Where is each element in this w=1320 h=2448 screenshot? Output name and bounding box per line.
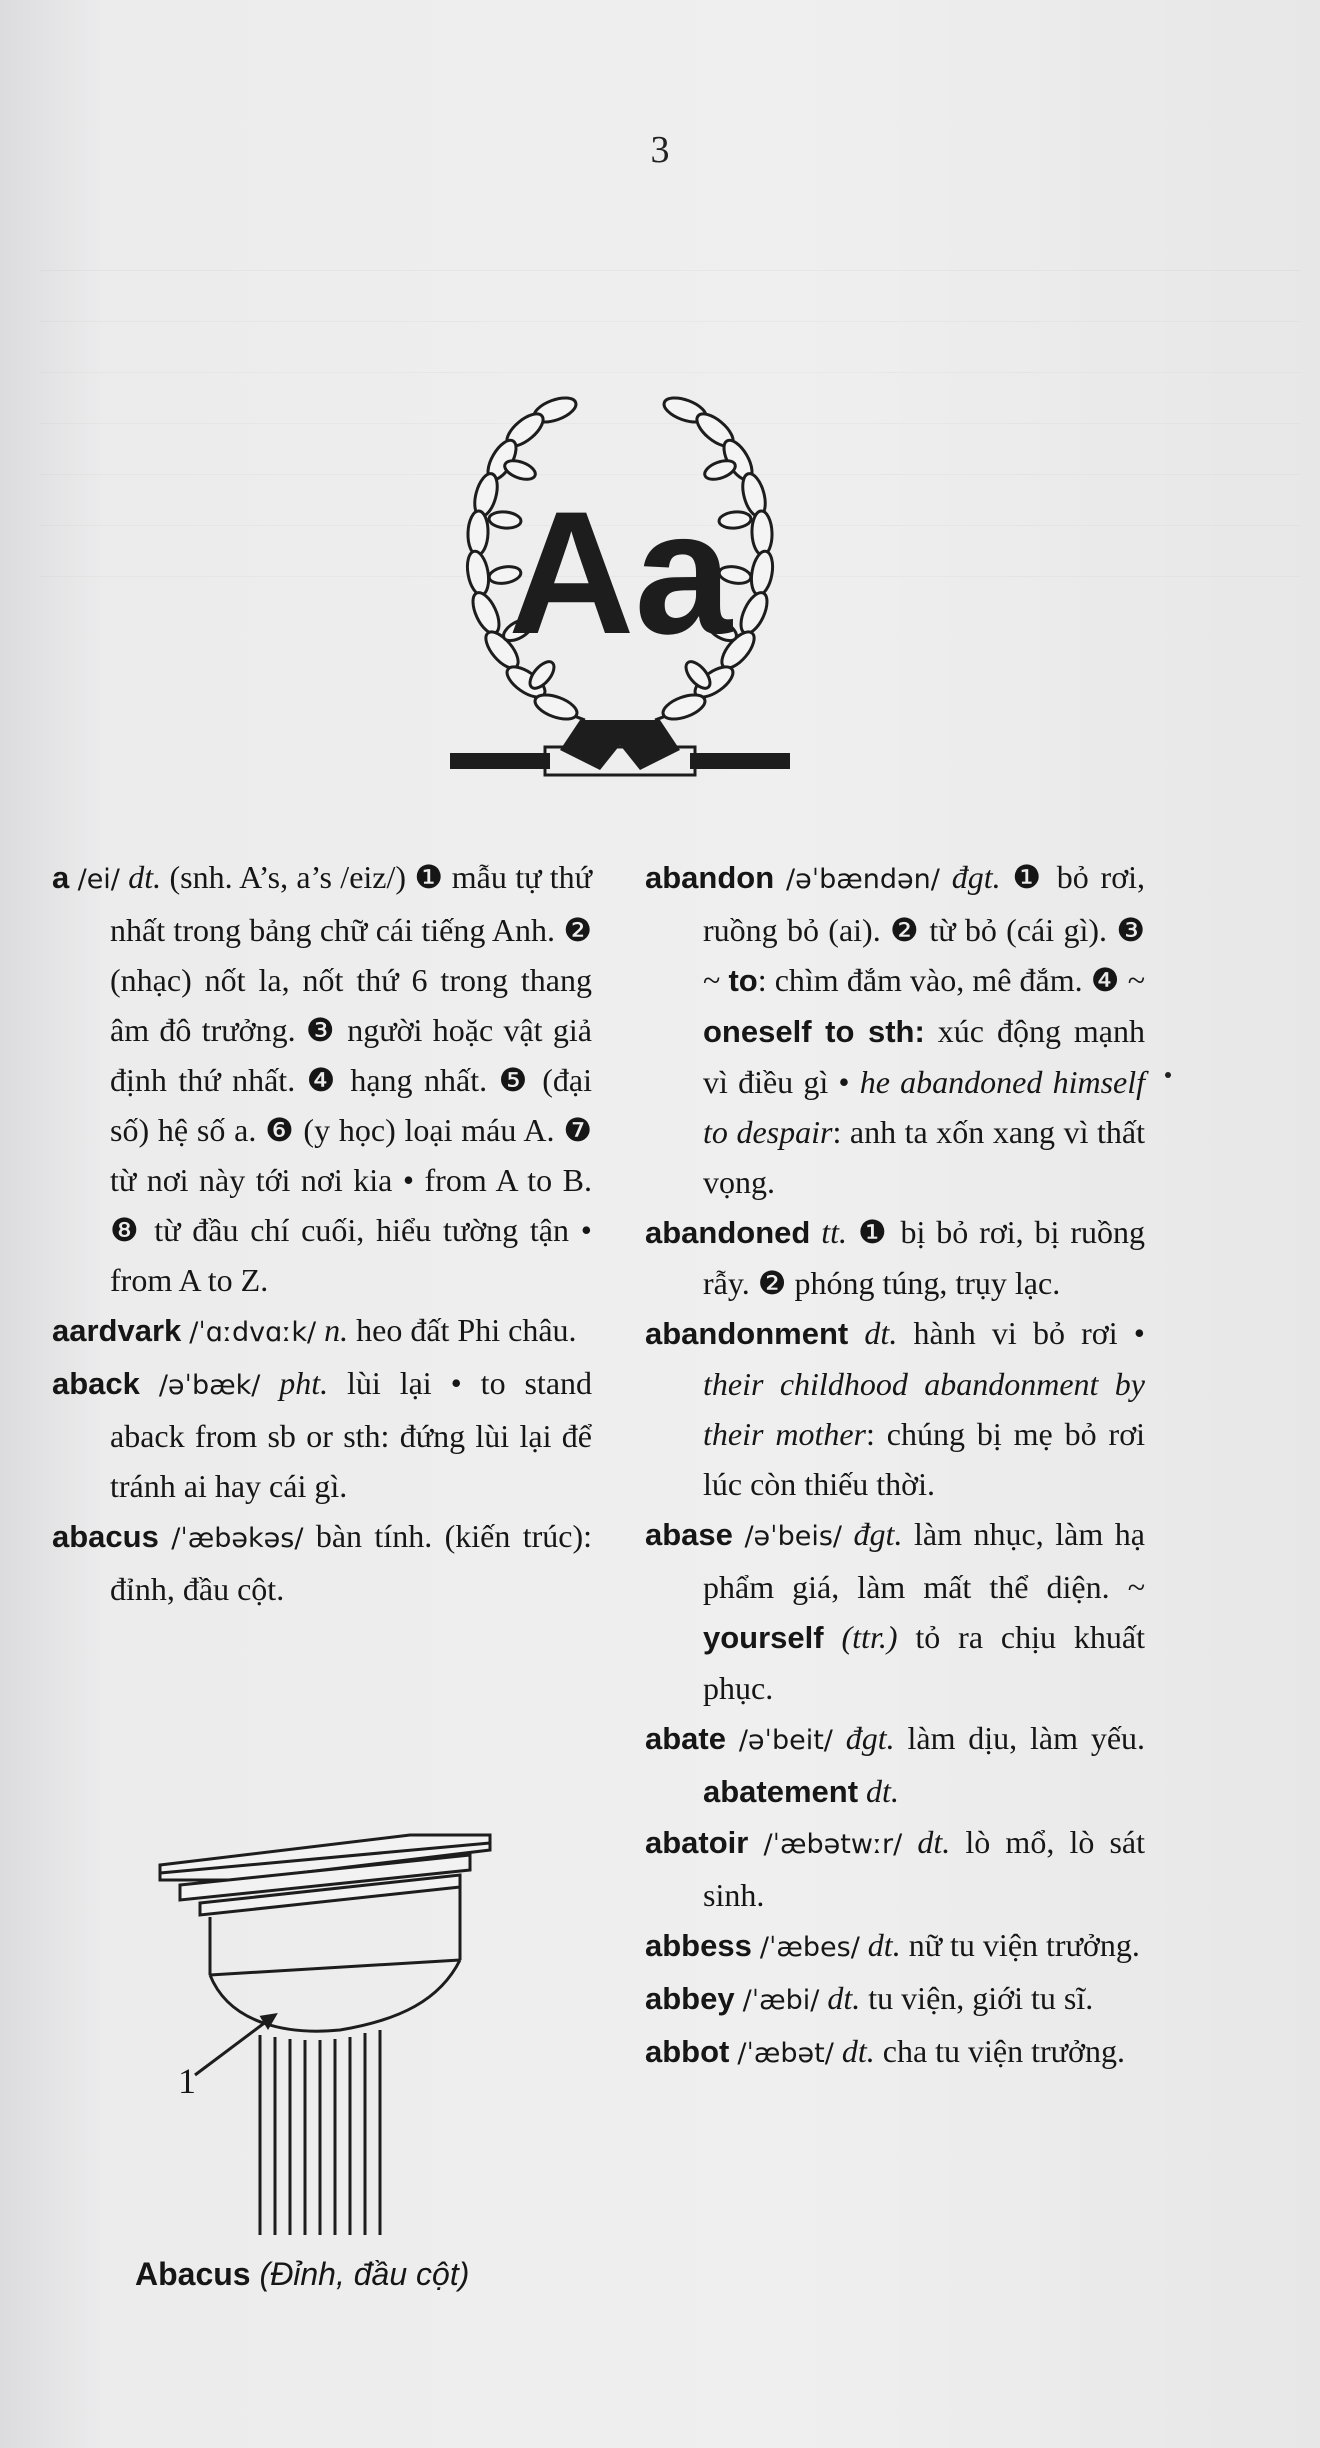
part-of-speech: n.	[324, 1312, 349, 1348]
part-of-speech: dt.	[864, 1315, 898, 1351]
subentry: oneself to sth:	[703, 1014, 925, 1049]
headword: abandonment	[645, 1316, 849, 1351]
pronunciation: /əˈbændən/	[786, 864, 940, 895]
pronunciation: /əˈbæk/	[158, 1370, 261, 1401]
caption-bold: Abacus	[135, 2256, 251, 2292]
entry-aardvark	[52, 1305, 592, 1358]
part-of-speech: pht.	[279, 1365, 329, 1401]
headword: abbot	[645, 2034, 730, 2069]
definition: ❶ bỏ rơi, ruồng bỏ (ai). ❷ từ bỏ (cái gì). ❸ ~	[703, 859, 1146, 998]
headword: abbess	[645, 1928, 752, 1963]
entry-abase	[645, 1509, 1145, 1713]
figure-caption	[135, 2256, 595, 2293]
definition: ❶ bị bỏ rơi, bị ruồng rẫy. ❷ phóng túng, trụy lạc.	[703, 1214, 1146, 1301]
left-column	[52, 852, 592, 1614]
pronunciation: /əˈbeis/	[744, 1521, 842, 1552]
entry-abbot	[645, 2026, 1145, 2079]
definition: làm dịu, làm yếu.	[894, 1720, 1146, 1756]
pronunciation: /əˈbeit/	[738, 1725, 833, 1756]
pronunciation: /ˈæbi/	[742, 1985, 820, 2016]
pronunciation: /ˈæbət/	[737, 2038, 834, 2069]
pronunciation: /ˈæbətwːr/	[763, 1829, 903, 1860]
print-speck	[1165, 1072, 1171, 1078]
part-of-speech: đgt.	[951, 859, 1001, 895]
definition: : anh ta xốn xang vì thất vọng.	[703, 1114, 1146, 1200]
definition: heo đất Phi châu.	[348, 1312, 577, 1348]
part-of-speech: đgt.	[853, 1516, 903, 1552]
definition: lùi lại • to stand aback from sb or sth: đứng lùi lại để tránh ai hay cái gì.	[110, 1365, 593, 1504]
definition: lò mổ, lò sát sinh.	[703, 1824, 1146, 1913]
entry-abacus	[52, 1511, 592, 1614]
example: their childhood abandonment by their mother	[703, 1366, 1145, 1452]
example: he abandoned himself to despair	[703, 1064, 1145, 1150]
headword: abate	[645, 1721, 726, 1756]
headword: abatoir	[645, 1825, 749, 1860]
definition: hành vi bỏ rơi •	[897, 1315, 1146, 1351]
definition: : chúng bị mẹ bỏ rơi lúc còn thiếu thời.	[703, 1416, 1146, 1502]
headword: abbey	[645, 1981, 735, 2016]
part-of-speech: tt.	[821, 1214, 848, 1250]
pronunciation: /ˈɑːdvɑːk/	[189, 1317, 317, 1348]
definition: tu viện, giới tu sĩ.	[860, 1980, 1094, 2016]
subentry: to	[728, 963, 758, 998]
caption-italic: (Đỉnh, đầu cột)	[259, 2256, 470, 2292]
definition: làm nhục, làm hạ phẩm giá, làm mất thể diện. ~	[703, 1516, 1145, 1605]
definition: tỏ ra chịu khuất phục.	[703, 1619, 1145, 1706]
entry-abandon	[645, 852, 1145, 1207]
emblem-letters: Aa	[508, 476, 732, 671]
subentry: yourself	[703, 1620, 824, 1655]
part-of-speech: dt.	[917, 1824, 951, 1860]
entry-abbess	[645, 1920, 1145, 1973]
entry-abbey	[645, 1973, 1145, 2026]
definition: (snh. A’s, a’s /eiz/) ❶ mẫu tự thứ nhất trong bảng chữ cái tiếng Anh. ❷ (nhạc) nốt la, nốt thứ 6 trong thang âm đô trưởng. ❸ người hoặc vật giả định thứ nhất. ❹ hạng nhất. ❺ (đại số) hệ số a. ❻ (y học) loại máu A. ❼ từ nơi này tới nơi kia • from A to B. ❽ từ đầu chí cuối, hiểu tường tận • from A to Z.	[110, 859, 593, 1298]
entry-abatoir	[645, 1817, 1145, 1920]
entry-abandoned	[645, 1207, 1145, 1308]
definition: xúc động mạnh vì điều gì •	[703, 1013, 1146, 1100]
entry-aback	[52, 1358, 592, 1511]
entry-a	[52, 852, 592, 1305]
part-of-speech: dt.	[841, 2033, 875, 2069]
part-of-speech: dt.	[867, 1927, 901, 1963]
part-of-speech: dt.	[827, 1980, 861, 2016]
part-of-speech: dt.	[128, 859, 162, 895]
headword: aardvark	[52, 1313, 182, 1348]
entry-abate	[645, 1713, 1145, 1817]
pronunciation: /ei/	[77, 864, 120, 895]
abacus-column-illustration	[140, 1825, 510, 2245]
headword: a	[52, 860, 70, 895]
entry-abandonment	[645, 1308, 1145, 1509]
subentry: abatement	[703, 1774, 859, 1809]
letter-a-wreath-emblem	[430, 375, 810, 795]
pronunciation: /ˈæbes/	[759, 1932, 860, 1963]
headword: abacus	[52, 1519, 159, 1554]
definition: cha tu viện trưởng.	[874, 2033, 1125, 2069]
pronunciation: /ˈæbəkəs/	[171, 1523, 304, 1554]
usage-label: (ttr.)	[841, 1619, 898, 1655]
right-column	[645, 852, 1145, 2079]
headword: abase	[645, 1517, 733, 1552]
definition: : chìm đắm vào, mê đắm. ❹ ~	[757, 962, 1146, 998]
part-of-speech: đgt.	[845, 1720, 895, 1756]
definition: nữ tu viện trưởng.	[900, 1927, 1140, 1963]
headword: abandon	[645, 860, 775, 895]
definition: bàn tính. (kiến trúc): đỉnh, đầu cột.	[110, 1518, 593, 1607]
part-of-speech: dt.	[866, 1773, 899, 1809]
page-number: 3	[650, 129, 670, 171]
figure-label: 1	[178, 2061, 196, 2101]
headword: abandoned	[645, 1215, 811, 1250]
headword: aback	[52, 1366, 140, 1401]
